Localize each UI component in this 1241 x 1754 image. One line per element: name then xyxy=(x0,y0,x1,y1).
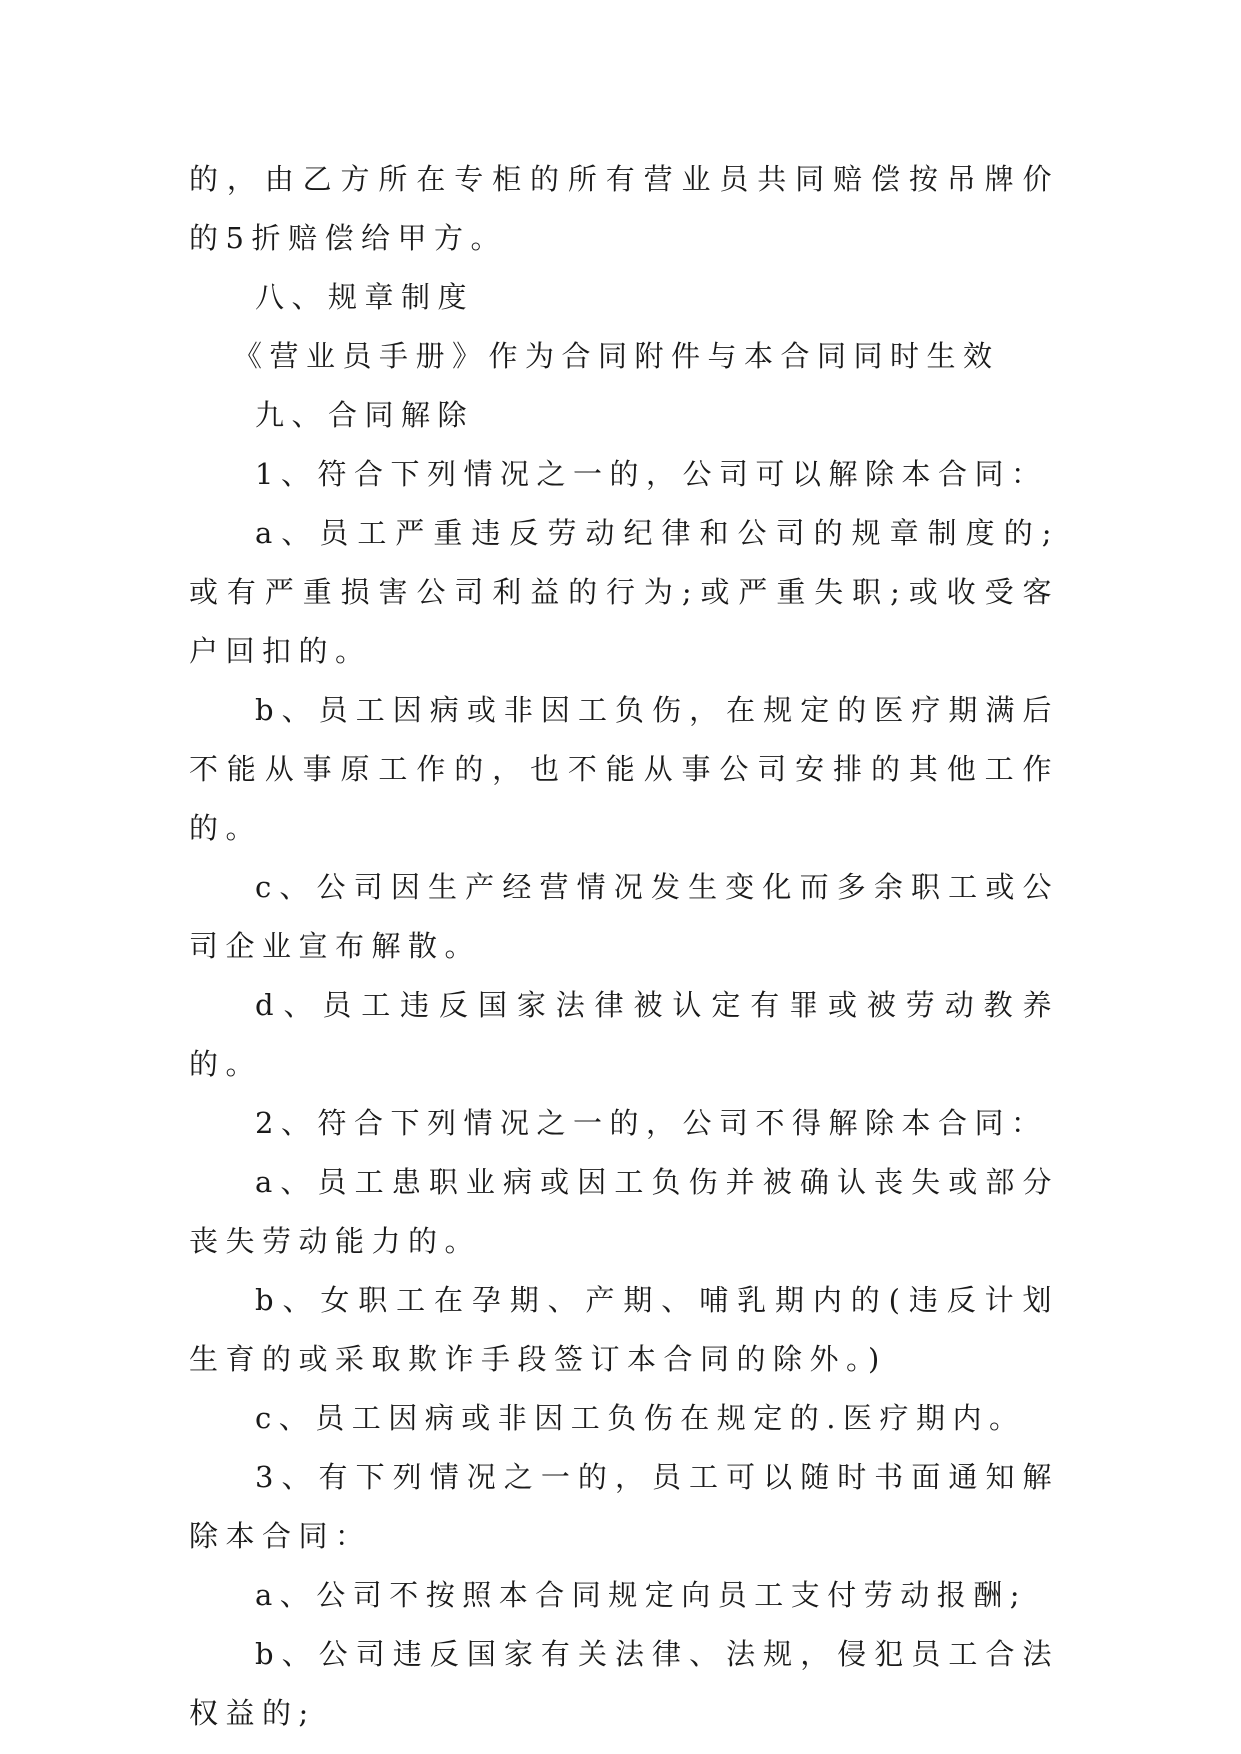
clause-3-heading: 3、有下列情况之一的，员工可以随时书面通知解除本合同： xyxy=(189,1460,1059,1553)
paragraph-compensation-continued: 的，由乙方所在专柜的所有营业员共同赔偿按吊牌价的5折赔偿给甲方。 xyxy=(189,162,1059,255)
clause-1d: d、员工违反国家法律被认定有罪或被劳动教养的。 xyxy=(189,988,1059,1081)
document-body xyxy=(189,150,1059,1743)
clause-2c: c、员工因病或非因工负伤在规定的.医疗期内。 xyxy=(255,1401,1026,1435)
section-heading-rules: 八、规章制度 xyxy=(255,280,475,314)
clause-1c: c、公司因生产经营情况发生变化而多余职工或公司企业宣布解散。 xyxy=(189,870,1059,963)
clause-1-heading: 1、符合下列情况之一的，公司可以解除本合同： xyxy=(255,457,1048,491)
clause-3b: b、公司违反国家有关法律、法规，侵犯员工合法权益的; xyxy=(189,1637,1059,1730)
section-heading-termination: 九、合同解除 xyxy=(255,398,475,432)
clause-1a: a、员工严重违反劳动纪律和公司的规章制度的;或有严重损害公司利益的行为;或严重失职;或收受客户回扣的。 xyxy=(189,516,1059,668)
clause-1b: b、员工因病或非因工负伤，在规定的医疗期满后不能从事原工作的，也不能从事公司安排的其他工作的。 xyxy=(189,693,1059,845)
clause-3a: a、公司不按照本合同规定向员工支付劳动报酬; xyxy=(255,1578,1028,1612)
clause-2a: a、员工患职业病或因工负伤并被确认丧失或部分丧失劳动能力的。 xyxy=(189,1165,1059,1258)
clause-2b: b、女职工在孕期、产期、哺乳期内的(违反计划生育的或采取欺诈手段签订本合同的除外。) xyxy=(189,1283,1059,1376)
clause-2-heading: 2、符合下列情况之一的，公司不得解除本合同： xyxy=(255,1106,1048,1140)
paragraph-handbook: 《营业员手册》作为合同附件与本合同同时生效 xyxy=(233,339,1000,373)
